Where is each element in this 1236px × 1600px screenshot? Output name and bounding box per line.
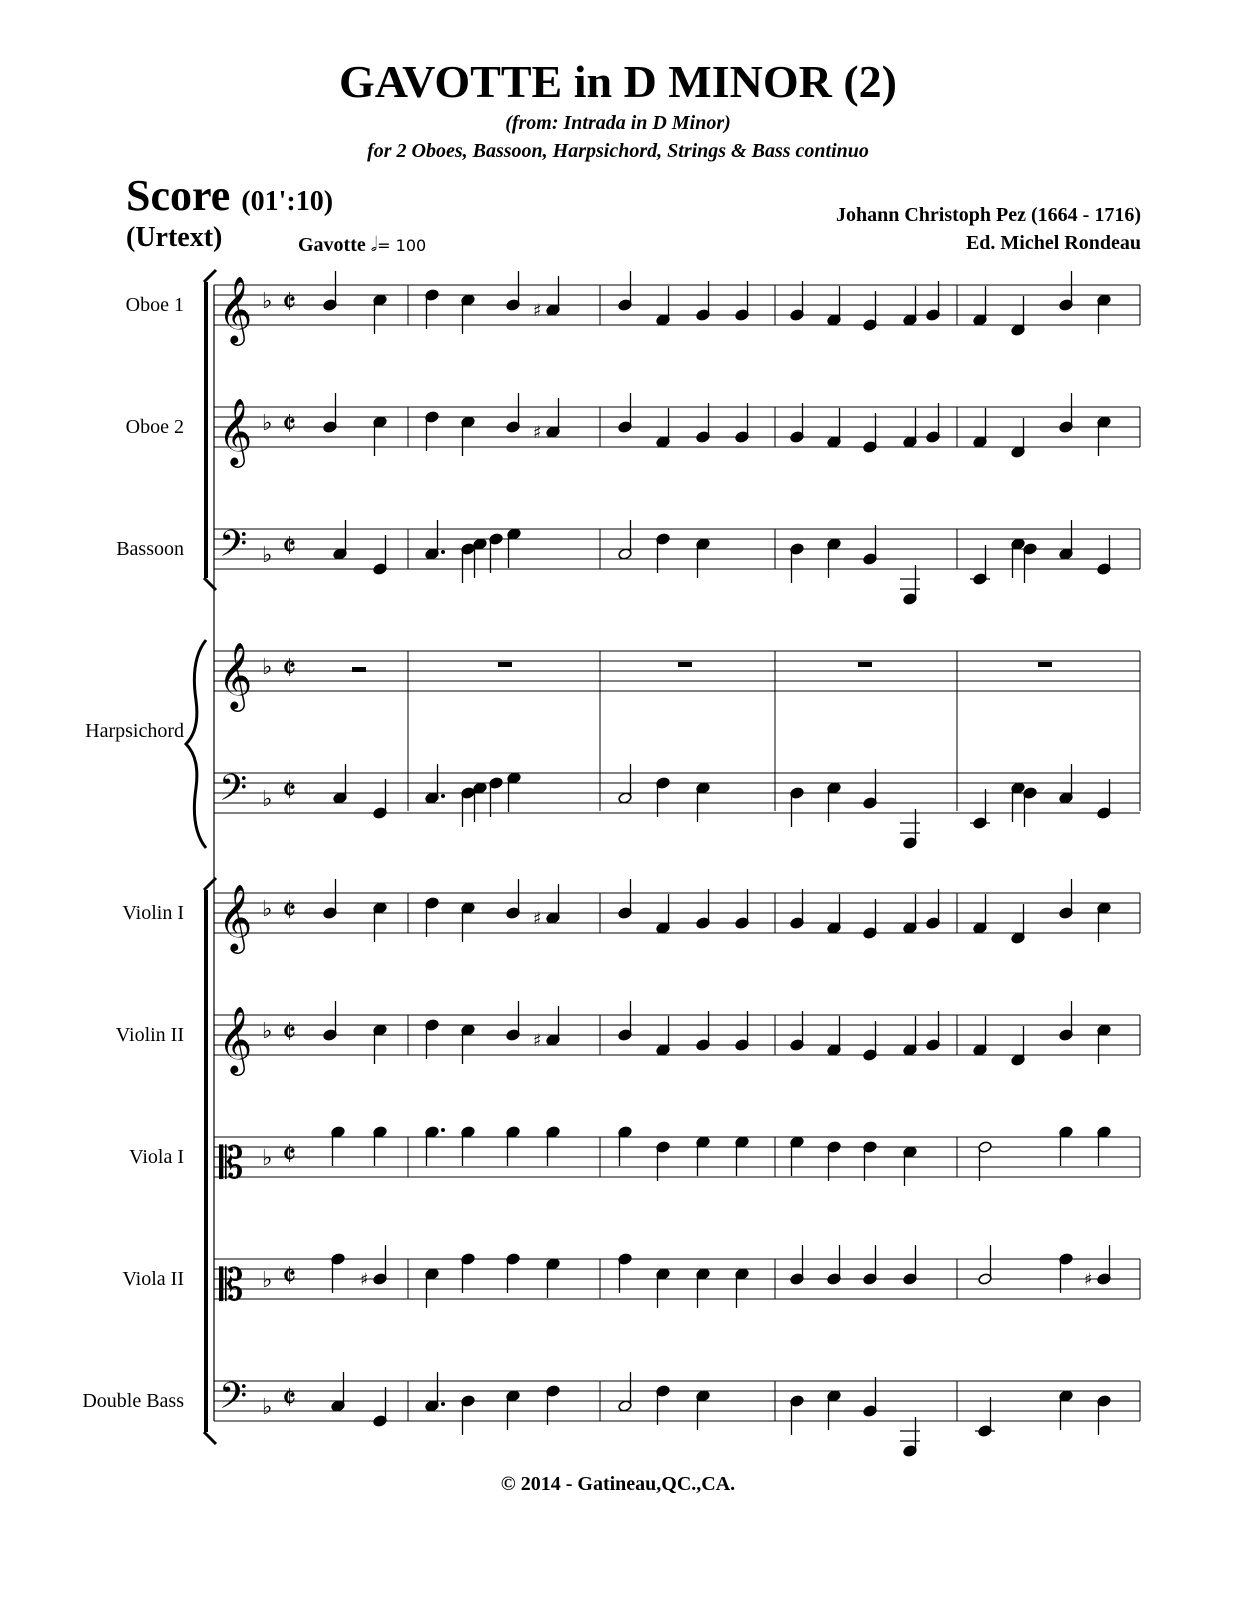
strings-bracket: [204, 890, 208, 1432]
viola-2-note-sharp: ♯: [1084, 1270, 1093, 1290]
score-label: Score: [126, 171, 231, 220]
harpsichord-rh-flat-icon: ♭: [262, 655, 273, 680]
staff-label-oboe-1: Oboe 1: [125, 294, 184, 316]
viola-1-alto-clef-icon: 𝄡: [219, 1138, 244, 1189]
violin-2-flat-icon: ♭: [262, 1019, 273, 1044]
winds-bracket-top: [204, 270, 216, 282]
double-bass-cut-time-icon: 𝄵: [282, 1379, 297, 1417]
staff-label-violin-2: Violin II: [115, 1024, 184, 1046]
oboe-2-flat-icon: ♭: [262, 411, 273, 436]
tempo-value: = 100: [377, 236, 427, 255]
oboe-1-flat-icon: ♭: [262, 289, 273, 314]
oboe-1-note-sharp: ♯: [533, 301, 542, 321]
harpsichord-lh-bass-clef-icon: 𝄢: [219, 767, 248, 818]
strings-bracket-bottom: [204, 1432, 216, 1444]
harpsichord-rh-whole-rest: [1038, 662, 1052, 667]
composer: Johann Christoph Pez (1664 - 1716): [835, 204, 1141, 226]
half-note-icon: 𝅗𝅥: [370, 232, 378, 256]
violin-1-treble-clef-icon: 𝄞: [218, 883, 253, 951]
tempo-label: Gavotte: [298, 234, 366, 256]
oboe-2-note-sharp: ♯: [533, 423, 542, 443]
viola-1-note-dot: [441, 1128, 445, 1132]
double-bass-flat-icon: ♭: [262, 1395, 273, 1420]
double-bass-note-dot: [441, 1402, 445, 1406]
copyright: © 2014 - Gatineau,QC.,CA.: [500, 1473, 736, 1495]
winds-bracket: [204, 282, 208, 578]
violin-1-note-sharp: ♯: [533, 909, 542, 929]
bassoon-cut-time-icon: 𝄵: [282, 527, 297, 565]
viola-2-flat-icon: ♭: [262, 1268, 273, 1293]
bassoon-flat-icon: ♭: [262, 543, 273, 568]
violin-2-note-sharp: ♯: [533, 1031, 542, 1051]
urtext-label: (Urtext): [126, 222, 223, 253]
oboe-2-treble-clef-icon: 𝄞: [218, 397, 253, 465]
violin-2-cut-time-icon: 𝄵: [282, 1013, 297, 1051]
staff-label-harpsichord: Harpsichord: [85, 720, 184, 742]
editor: Ed. Michel Rondeau: [965, 232, 1141, 254]
harpsichord-lh-flat-icon: ♭: [262, 787, 273, 812]
bassoon-note-dot: [441, 550, 445, 554]
staff-label-oboe-2: Oboe 2: [125, 416, 184, 438]
oboe-1-cut-time-icon: 𝄵: [282, 283, 297, 321]
oboe-1-treble-clef-icon: 𝄞: [218, 275, 253, 343]
staff-label-double-bass: Double Bass: [82, 1390, 184, 1412]
viola-2-alto-clef-icon: 𝄡: [219, 1260, 244, 1311]
viola-1-cut-time-icon: 𝄵: [282, 1135, 297, 1173]
violin-1-cut-time-icon: 𝄵: [282, 891, 297, 929]
harpsichord-rh-cut-time-icon: 𝄵: [282, 649, 297, 687]
viola-2-note-sharp: ♯: [360, 1270, 369, 1290]
staff-label-viola-1: Viola I: [129, 1146, 184, 1168]
source-subtitle: (from: Intrada in D Minor): [505, 112, 731, 134]
staff-label-violin-1: Violin I: [122, 902, 184, 924]
violin-2-treble-clef-icon: 𝄞: [218, 1005, 253, 1073]
oboe-2-cut-time-icon: 𝄵: [282, 405, 297, 443]
score-title: GAVOTTE in D MINOR (2): [339, 56, 897, 107]
harpsichord-lh-note-dot: [441, 794, 445, 798]
double-bass-bass-clef-icon: 𝄢: [219, 1375, 248, 1426]
harpsichord-brace: [186, 640, 206, 848]
viola-1-flat-icon: ♭: [262, 1146, 273, 1171]
bassoon-bass-clef-icon: 𝄢: [219, 523, 248, 574]
staff-label-bassoon: Bassoon: [116, 538, 184, 560]
harpsichord-rh-whole-rest: [678, 662, 692, 667]
staff-label-viola-2: Viola II: [122, 1268, 184, 1290]
harpsichord-rh-half-rest: [352, 667, 366, 672]
harpsichord-rh-whole-rest: [858, 662, 872, 667]
harpsichord-lh-cut-time-icon: 𝄵: [282, 771, 297, 809]
viola-2-cut-time-icon: 𝄵: [282, 1257, 297, 1295]
instrumentation-subtitle: for 2 Oboes, Bassoon, Harpsichord, Strings & Bass continuo: [367, 140, 869, 162]
duration: (01':10): [241, 186, 334, 217]
harpsichord-rh-treble-clef-icon: 𝄞: [218, 641, 253, 709]
harpsichord-rh-whole-rest: [498, 662, 512, 667]
violin-1-flat-icon: ♭: [262, 897, 273, 922]
